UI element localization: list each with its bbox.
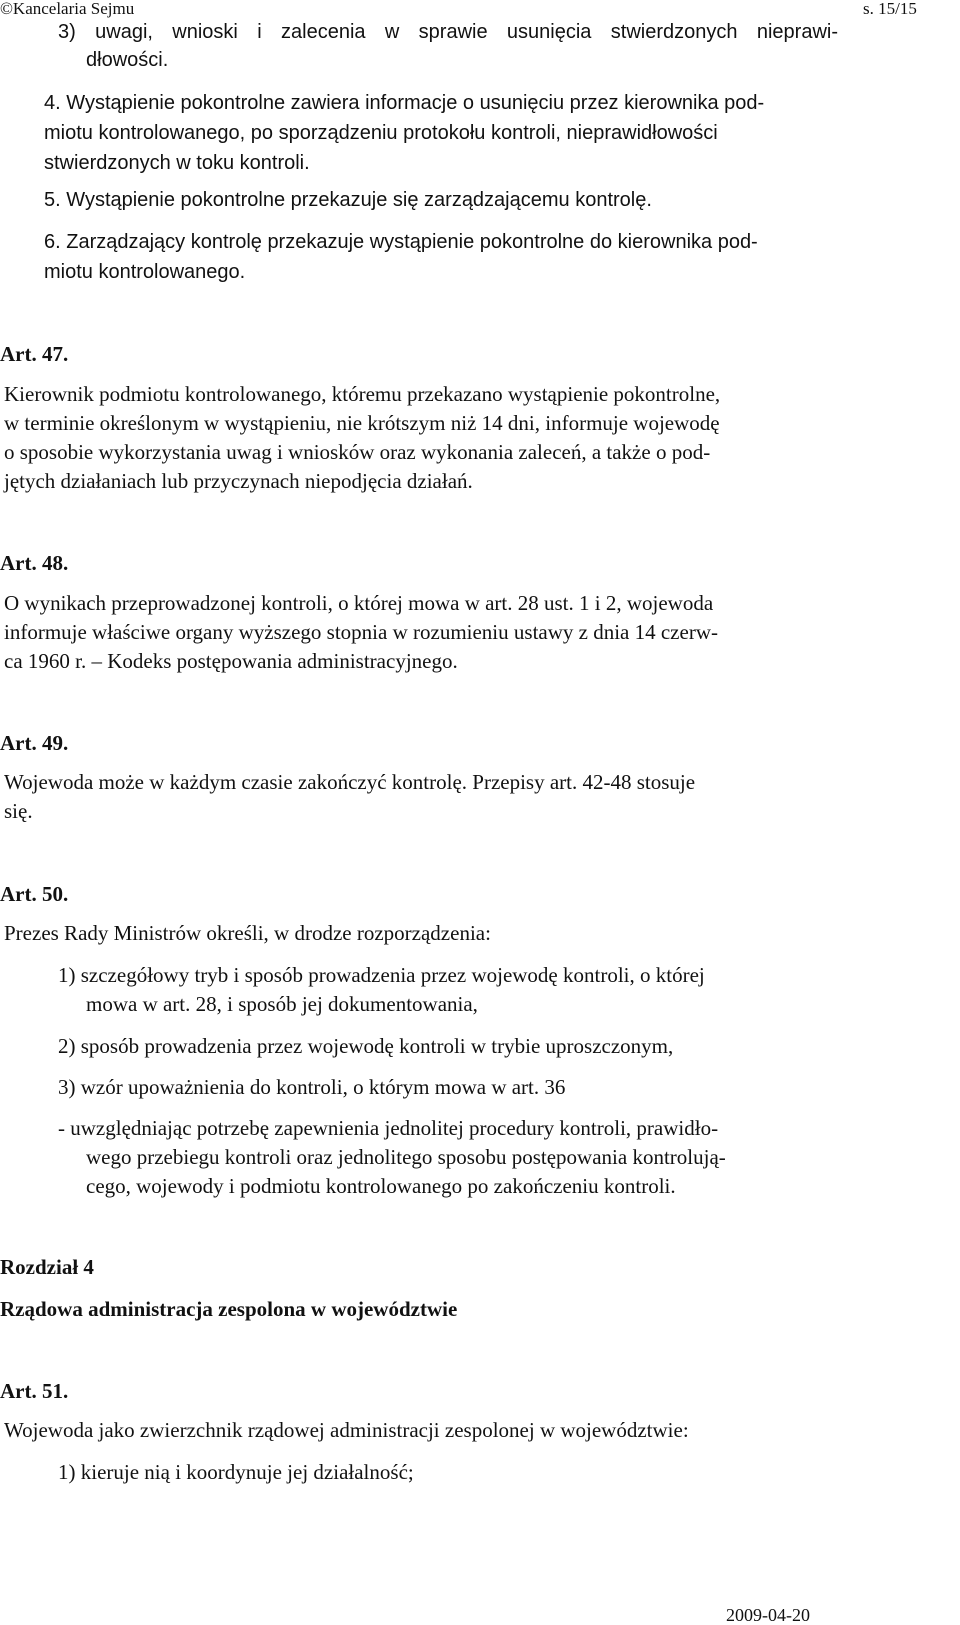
art49-line2: się. (4, 799, 33, 823)
art50-final-line2: wego przebiegu kontroli oraz jednolitego sposobu postępowania kontrolują- (86, 1145, 726, 1169)
art50-intro: Prezes Rady Ministrów określi, w drodze rozporządzenia: (4, 921, 491, 945)
art48-line1: O wynikach przeprowadzonej kontroli, o której mowa w art. 28 ust. 1 i 2, wojewoda (4, 591, 714, 615)
art50-final-line1: - uwzględniając potrzebę zapewnienia jednolitej procedury kontroli, prawidło- (58, 1116, 719, 1140)
art47-heading: Art. 47. (0, 342, 69, 366)
art51-intro: Wojewoda jako zwierzchnik rządowej administracji zespolonej w województwie: (4, 1418, 689, 1442)
art50-item2: 2) sposób prowadzenia przez wojewodę kontroli w trybie uproszczonym, (58, 1034, 674, 1058)
art50-heading: Art. 50. (0, 882, 69, 906)
art48-line3: ca 1960 r. – Kodeks postępowania administracyjnego. (4, 649, 458, 673)
art50-final-line3: cego, wojewody i podmiotu kontrolowanego po zakończeniu kontroli. (86, 1174, 676, 1198)
art48-heading: Art. 48. (0, 551, 69, 575)
art49-heading: Art. 49. (0, 731, 69, 755)
art48-line2: informuje właściwe organy wyższego stopnia w rozumieniu ustawy z dnia 14 czerw- (4, 620, 718, 644)
header-page-number: s. 15/15 (863, 0, 917, 18)
art46-item3-line1: 3) uwagi, wnioski i zalecenia w sprawie usunięcia stwierdzonych nieprawi- (58, 21, 838, 43)
art47-line4: jętych działaniach lub przyczynach niepodjęcia działań. (4, 469, 473, 493)
art50-item3: 3) wzór upoważnienia do kontroli, o którym mowa w art. 36 (58, 1075, 566, 1099)
art51-item1: 1) kieruje nią i koordynuje jej działalność; (58, 1460, 414, 1484)
art46-item4-line3: stwierdzonych w toku kontroli. (44, 152, 310, 174)
chapter-title: Rządowa administracja zespolona w województwie (0, 1297, 458, 1321)
header-copyright: ©Kancelaria Sejmu (0, 0, 135, 18)
art47-line2: w terminie określonym w wystąpieniu, nie krótszym niż 14 dni, informuje wojewodę (4, 411, 720, 435)
art51-heading: Art. 51. (0, 1379, 69, 1403)
art47-line1: Kierownik podmiotu kontrolowanego, któremu przekazano wystąpienie pokontrolne, (4, 382, 721, 406)
art46-item4-line1: 4. Wystąpienie pokontrolne zawiera informacje o usunięciu przez kierownika pod- (44, 92, 765, 114)
footer-date: 2009-04-20 (726, 1605, 810, 1625)
art46-item5: 5. Wystąpienie pokontrolne przekazuje się zarządzającemu kontrolę. (44, 189, 652, 211)
art49-line1: Wojewoda może w każdym czasie zakończyć kontrolę. Przepisy art. 42-48 stosuje (4, 770, 696, 794)
art46-item6-line1: 6. Zarządzający kontrolę przekazuje wystąpienie pokontrolne do kierownika pod- (44, 231, 758, 253)
chapter-number: Rozdział 4 (0, 1255, 94, 1279)
art50-item1-line1: 1) szczegółowy tryb i sposób prowadzenia przez wojewodę kontroli, o której (58, 963, 705, 987)
art46-item3-line2: dłowości. (86, 49, 169, 71)
art50-item1-line2: mowa w art. 28, i sposób jej dokumentowania, (86, 992, 478, 1016)
art47-line3: o sposobie wykorzystania uwag i wniosków oraz wykonania zaleceń, a także o pod- (4, 440, 711, 464)
art46-item6-line2: miotu kontrolowanego. (44, 261, 246, 283)
art46-item4-line2: miotu kontrolowanego, po sporządzeniu protokołu kontroli, nieprawidłowości (44, 122, 718, 144)
